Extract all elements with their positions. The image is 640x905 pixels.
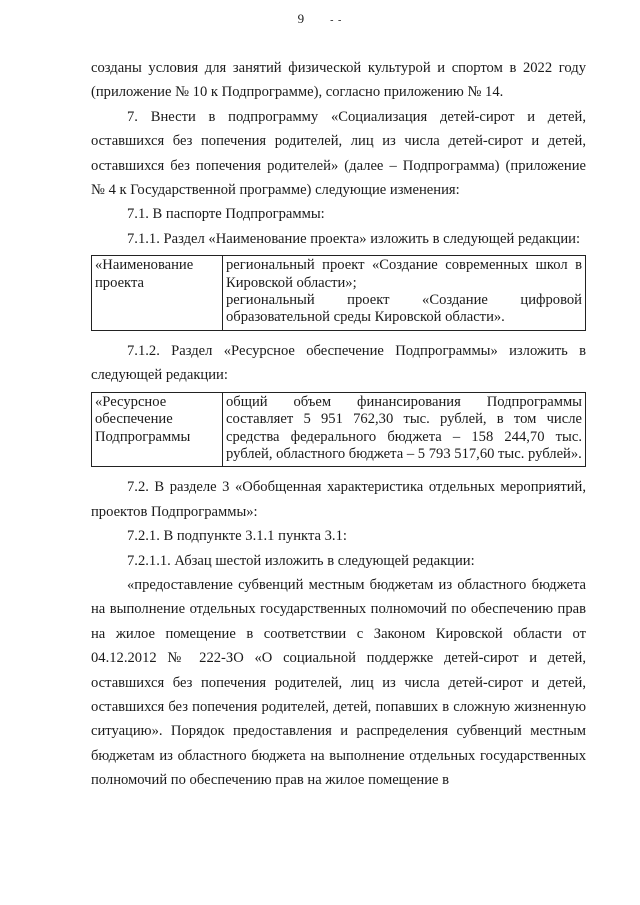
paragraph-item-7-1-2: 7.1.2. Раздел «Ресурсное обеспечение Подпрограммы» изложить в следующей редакции:: [91, 342, 586, 384]
table-project-name: [91, 255, 586, 331]
page-header: [0, 11, 640, 27]
table-row: [92, 392, 586, 467]
paragraph-quote: «предоставление субвенций местным бюджетам из областного бюджета на выполнение отдельных государственных полномочий по обеспечению прав на жилое помещение в соответствии с Законом Кировской области от 04.12.2012 № 222-ЗО «О социальной поддержке детей-сирот и детей, оставшихся без попечения родителей, лиц из числа детей-сирот и детей, оставшихся без попечения родителей, детей, попавших в сложную жизненную ситуацию». Порядок предоставления и распределения субвенций местным бюджетам из областного бюджета на выполнение отдельных государственных полномочий по обеспечению прав на жилое помещение в: [91, 576, 586, 789]
paragraph-item-7-1-1: 7.1.1. Раздел «Наименование проекта» изложить в следующей редакции:: [127, 230, 581, 247]
project-line-2: региональный проект «Создание цифровой образовательной среды Кировской области».: [226, 292, 582, 326]
paragraph-intro: созданы условия для занятий физической культурой и спортом в 2022 году (приложение № 10 к Подпрограмме), согласно приложению № 14.: [91, 60, 586, 101]
paragraph-item-7-2-1-1: 7.2.1.1. Абзац шестой изложить в следующей редакции:: [127, 552, 475, 569]
table-value-cell: [223, 256, 586, 331]
paragraph-item-7-2-1: 7.2.1. В подпункте 3.1.1 пункта 3.1:: [127, 528, 347, 545]
table-label-cell: «Ресурсное обеспечение Подпрограммы: [92, 392, 223, 467]
table-resources: [91, 392, 586, 468]
table-value-cell: общий объем финансирования Подпрограммы составляет 5 951 762,30 тыс. рублей, в том числе средства федерального бюджета – 158 244,70 тыс. рублей, областного бюджета – 5 793 517,60 тыс. рублей».: [223, 392, 586, 467]
table-row: [92, 256, 586, 331]
document-body: [91, 56, 586, 793]
paragraph-item-7: 7. Внести в подпрограмму «Социализация детей-сирот и детей, оставшихся без попечения родителей, лиц из числа детей-сирот и детей, оставшихся без попечения родителей» (далее – Подпрограмма) (приложение № 4 к Государственной программе) следующие изменения:: [91, 108, 586, 199]
table-label-cell: «Наименование проекта: [92, 256, 223, 331]
page-number: 9: [297, 11, 305, 26]
header-mark: - -: [330, 15, 343, 26]
paragraph-item-7-1: 7.1. В паспорте Подпрограммы:: [127, 206, 325, 223]
paragraph-item-7-2: 7.2. В разделе 3 «Обобщенная характеристика отдельных мероприятий, проектов Подпрограммы»:: [91, 479, 586, 520]
project-line-1: региональный проект «Создание современных школ в Кировской области»;: [226, 257, 582, 291]
